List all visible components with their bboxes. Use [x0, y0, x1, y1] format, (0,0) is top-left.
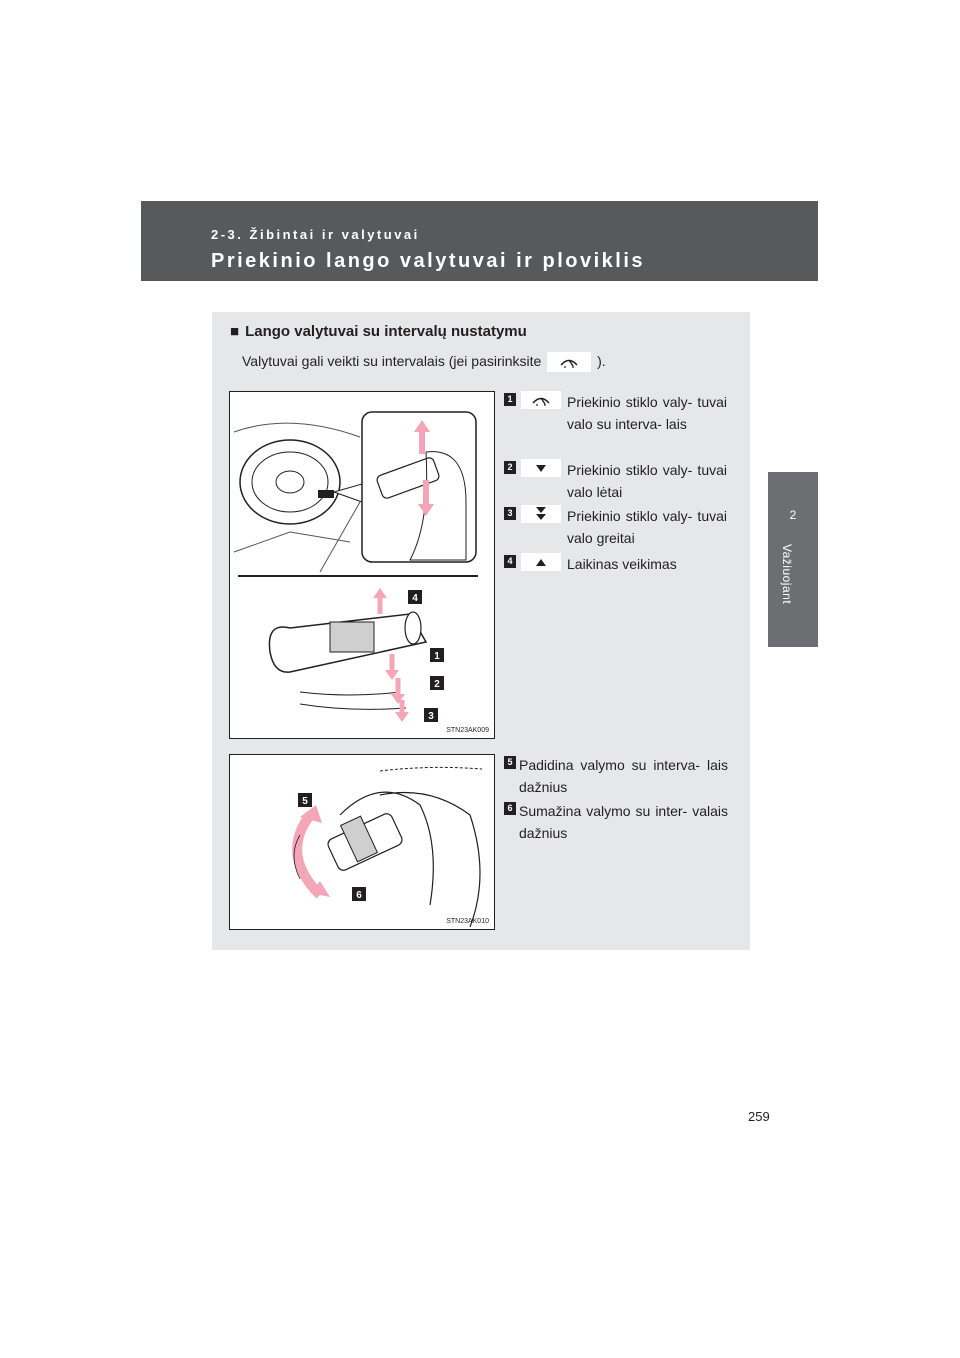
callout-1: [430, 648, 444, 662]
legend-number: 4: [504, 555, 516, 568]
legend-item-3: [504, 505, 728, 553]
intro-before: Valytuvai gali veikti su intervalais (jei pasirinksite: [242, 353, 542, 369]
interval-ring-illustration: [230, 755, 494, 929]
legend-item-6: [504, 800, 728, 846]
legend-text: Priekinio stiklo valy- tuvai valo lėtai: [567, 462, 727, 500]
callout-4: [408, 590, 422, 604]
triangle-down-icon: [521, 459, 561, 477]
svg-text:1: 1: [434, 651, 440, 662]
chapter-number: 2: [789, 508, 797, 522]
intro-after: ).: [597, 353, 606, 369]
callout-2: [430, 676, 444, 690]
legend-number: 2: [504, 461, 516, 474]
svg-text:2: 2: [434, 679, 440, 690]
chapter-label: Važiuojant: [780, 544, 794, 605]
callout-6: [352, 887, 366, 901]
intermittent-wiper-icon: [547, 352, 591, 372]
legend-text: Sumažina valymo su inter- valais dažnius: [519, 803, 728, 841]
figure-interval-ring: [229, 754, 495, 930]
legend-text: Priekinio stiklo valy- tuvai valo greitai: [567, 508, 727, 546]
triangle-up-icon: [521, 553, 561, 571]
legend-item-2: [504, 459, 728, 507]
svg-text:6: 6: [356, 890, 362, 901]
legend-number: 3: [504, 507, 516, 520]
callout-5: [298, 793, 312, 807]
legend-text: Priekinio stiklo valy- tuvai valo su interva- lais: [567, 394, 727, 432]
chapter-header: [141, 201, 818, 281]
svg-text:4: 4: [412, 593, 418, 604]
legend-text: Laikinas veikimas: [567, 556, 677, 572]
figure-code: STN23AK009: [446, 727, 489, 734]
heading-marker: ■: [230, 323, 240, 340]
legend-text: Padidina valymo su interva- lais dažnius: [519, 757, 728, 795]
figure-wiper-lever: [229, 391, 495, 739]
legend-number: 1: [504, 393, 516, 406]
wiper-lever-illustration: [230, 392, 494, 738]
legend-item-4: [504, 553, 728, 579]
chapter-side-tab: [768, 472, 818, 647]
content-panel: [212, 312, 750, 950]
intermittent-wiper-icon: [521, 391, 561, 409]
legend-number: 5: [504, 756, 516, 769]
sub-heading: [230, 323, 527, 340]
legend-item-1: [504, 391, 728, 461]
figure-code: STN23AK010: [446, 918, 489, 925]
page-title: Priekinio lango valytuvai ir ploviklis: [211, 250, 646, 272]
sub-heading-text: Lango valytuvai su intervalų nustatymu: [245, 323, 527, 340]
legend-number: 6: [504, 802, 516, 815]
svg-text:5: 5: [302, 796, 308, 807]
svg-text:3: 3: [428, 711, 434, 722]
intro-text: [242, 350, 606, 372]
callout-3: [424, 708, 438, 722]
double-chevron-down-icon: [521, 505, 561, 523]
legend-item-5: [504, 754, 728, 800]
page-number: 259: [748, 1109, 770, 1124]
section-label: 2-3. Žibintai ir valytuvai: [211, 227, 420, 242]
